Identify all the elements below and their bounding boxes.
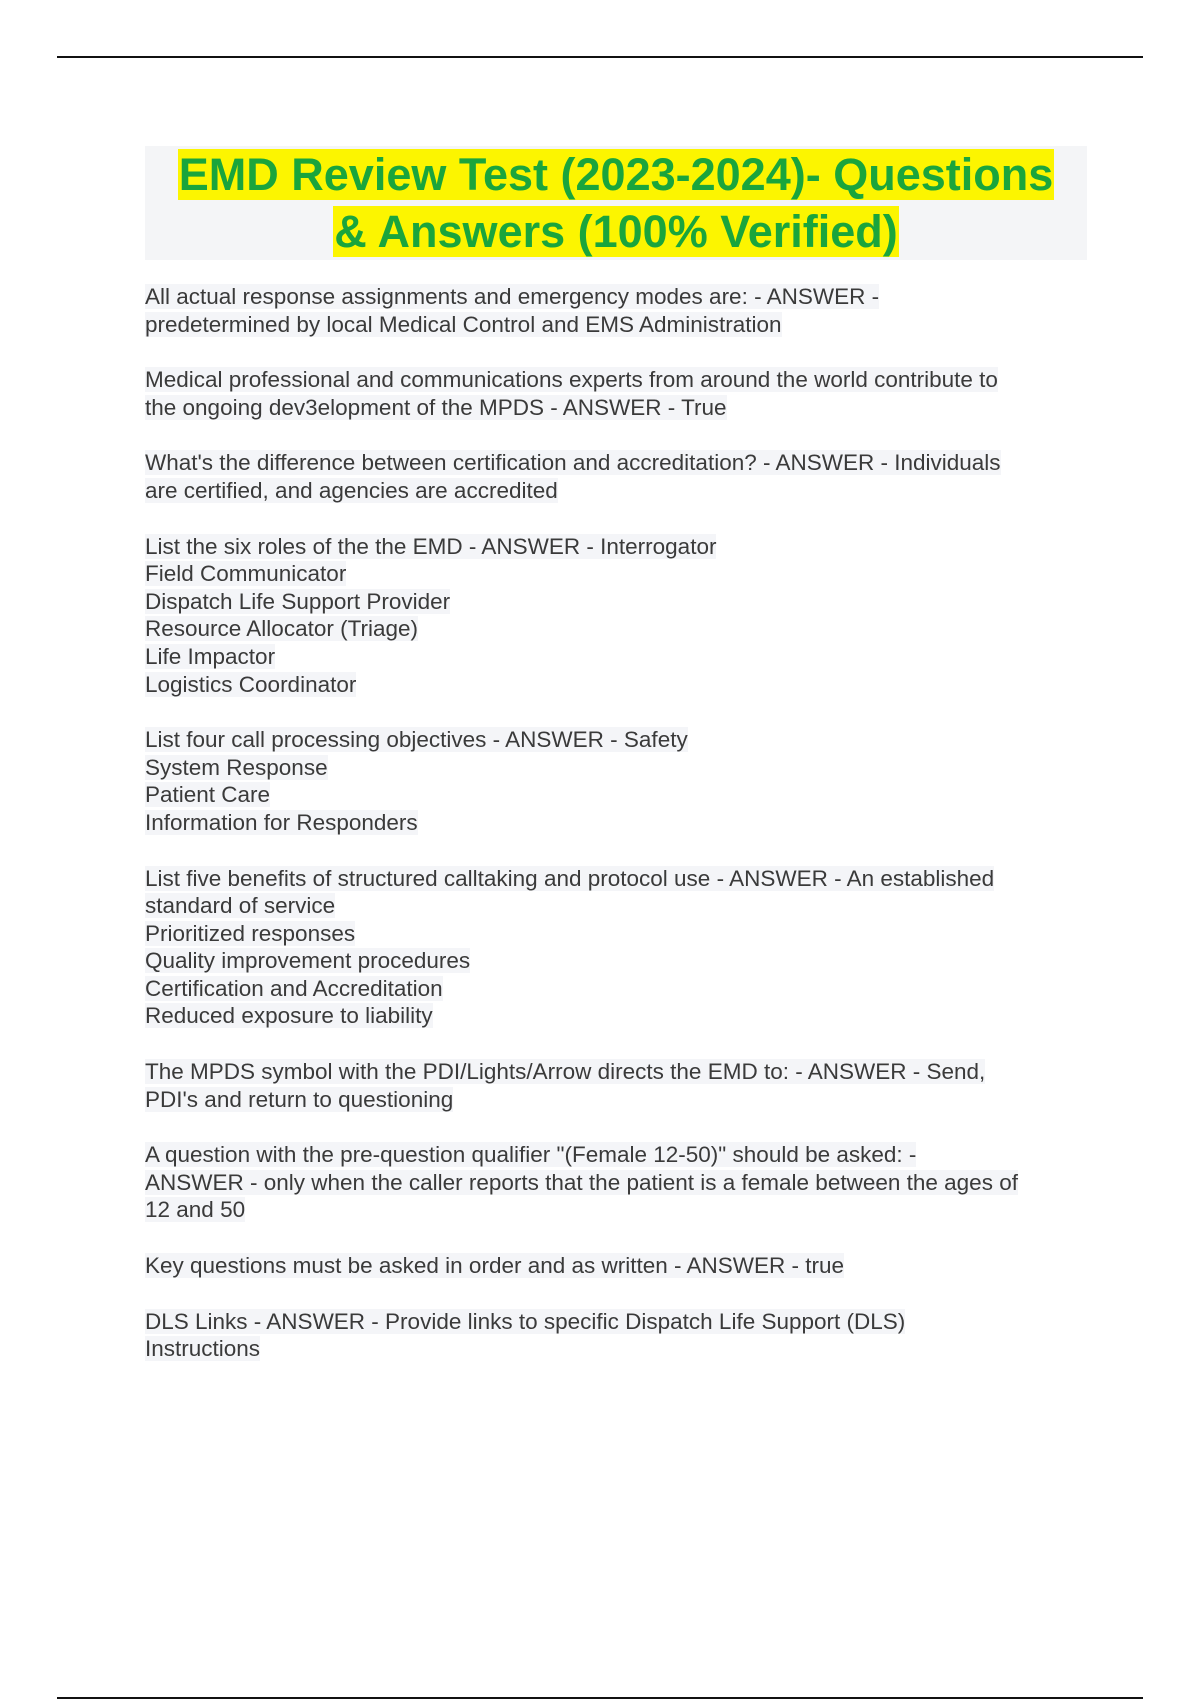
qa-line-text: The MPDS symbol with the PDI/Lights/Arrow directs the EMD to: - ANSWER - Send, xyxy=(145,1059,986,1085)
title-line-2-text: & Answers (100% Verified) xyxy=(334,206,898,257)
qa-line xyxy=(145,892,1095,920)
qa-line-text: Field Communicator xyxy=(145,561,347,587)
qa-line xyxy=(145,394,1095,422)
qa-line-text: Information for Responders xyxy=(145,809,418,835)
qa-line xyxy=(145,1002,1095,1030)
document-title xyxy=(145,146,1087,260)
qa-line xyxy=(145,920,1095,948)
qa-line-text: Key questions must be asked in order and as written - ANSWER - true xyxy=(145,1253,845,1279)
qa-line xyxy=(145,671,1095,699)
qa-line-text: System Response xyxy=(145,754,328,780)
qa-line-text: Reduced exposure to liability xyxy=(145,1003,433,1029)
qa-item xyxy=(145,1308,1095,1363)
qa-line xyxy=(145,726,1095,754)
qa-line-text: Quality improvement procedures xyxy=(145,948,471,974)
qa-item xyxy=(145,726,1095,836)
qa-line-text: List five benefits of structured calltaking and protocol use - ANSWER - An established xyxy=(145,865,995,891)
qa-line-text: ANSWER - only when the caller reports that the patient is a female between the ages of xyxy=(145,1169,1018,1195)
qa-line xyxy=(145,588,1095,616)
bottom-divider xyxy=(57,1697,1143,1699)
qa-line-text: All actual response assignments and emergency modes are: - ANSWER - xyxy=(145,284,880,309)
qa-line xyxy=(145,781,1095,809)
qa-line-text: Medical professional and communications experts from around the world contribute to xyxy=(145,367,998,393)
title-line-1-text: EMD Review Test (2023-2024)- Questions xyxy=(178,149,1054,200)
qa-line-text: List four call processing objectives - ANSWER - Safety xyxy=(145,727,688,753)
qa-line xyxy=(145,283,1095,311)
qa-item xyxy=(145,1252,1095,1280)
qa-line-text: Patient Care xyxy=(145,782,271,808)
qa-line xyxy=(145,533,1095,561)
qa-line xyxy=(145,1086,1095,1114)
qa-line xyxy=(145,643,1095,671)
qa-item xyxy=(145,1058,1095,1113)
qa-line xyxy=(145,754,1095,782)
qa-line xyxy=(145,809,1095,837)
qa-item xyxy=(145,366,1095,421)
qa-line-text: standard of service xyxy=(145,893,336,919)
qa-line xyxy=(145,865,1095,893)
qa-line xyxy=(145,1141,1095,1169)
title-line-2 xyxy=(145,203,1087,260)
qa-line xyxy=(145,560,1095,588)
qa-item xyxy=(145,865,1095,1031)
qa-line xyxy=(145,1252,1095,1280)
qa-item xyxy=(145,1141,1095,1224)
qa-line xyxy=(145,449,1095,477)
qa-line xyxy=(145,1169,1095,1197)
qa-list xyxy=(145,283,1095,1391)
qa-item xyxy=(145,533,1095,699)
qa-line-text: 12 and 50 xyxy=(145,1197,246,1223)
qa-line-text: List the six roles of the the EMD - ANSWER - Interrogator xyxy=(145,533,717,559)
qa-line xyxy=(145,477,1095,505)
qa-line xyxy=(145,947,1095,975)
qa-line xyxy=(145,615,1095,643)
qa-line xyxy=(145,1058,1095,1086)
qa-line-text: Certification and Accreditation xyxy=(145,975,443,1001)
qa-line-text: Prioritized responses xyxy=(145,920,356,946)
qa-line xyxy=(145,1335,1095,1363)
qa-line-text: the ongoing dev3elopment of the MPDS - ANSWER - True xyxy=(145,394,727,420)
qa-line-text: PDI's and return to questioning xyxy=(145,1086,454,1112)
qa-line-text: Dispatch Life Support Provider xyxy=(145,588,451,614)
qa-line-text: Logistics Coordinator xyxy=(145,671,357,697)
qa-line-text: A question with the pre-question qualifier "(Female 12-50)" should be asked: - xyxy=(145,1142,917,1168)
top-divider xyxy=(57,56,1143,58)
qa-line-text: Resource Allocator (Triage) xyxy=(145,616,419,642)
qa-line xyxy=(145,1196,1095,1224)
qa-line xyxy=(145,311,1095,339)
qa-line xyxy=(145,366,1095,394)
qa-line-text: DLS Links - ANSWER - Provide links to specific Dispatch Life Support (DLS) xyxy=(145,1308,906,1334)
qa-line-text: are certified, and agencies are accredited xyxy=(145,477,558,503)
qa-line xyxy=(145,1308,1095,1336)
qa-line-text: Instructions xyxy=(145,1336,261,1362)
qa-line-text: Life Impactor xyxy=(145,643,276,669)
qa-line-text: predetermined by local Medical Control and EMS Administration xyxy=(145,311,782,337)
qa-line xyxy=(145,975,1095,1003)
qa-item xyxy=(145,449,1095,504)
qa-line-text: What's the difference between certification and accreditation? - ANSWER - Individuals xyxy=(145,450,1001,476)
title-line-1 xyxy=(145,146,1087,203)
qa-item xyxy=(145,283,1095,338)
